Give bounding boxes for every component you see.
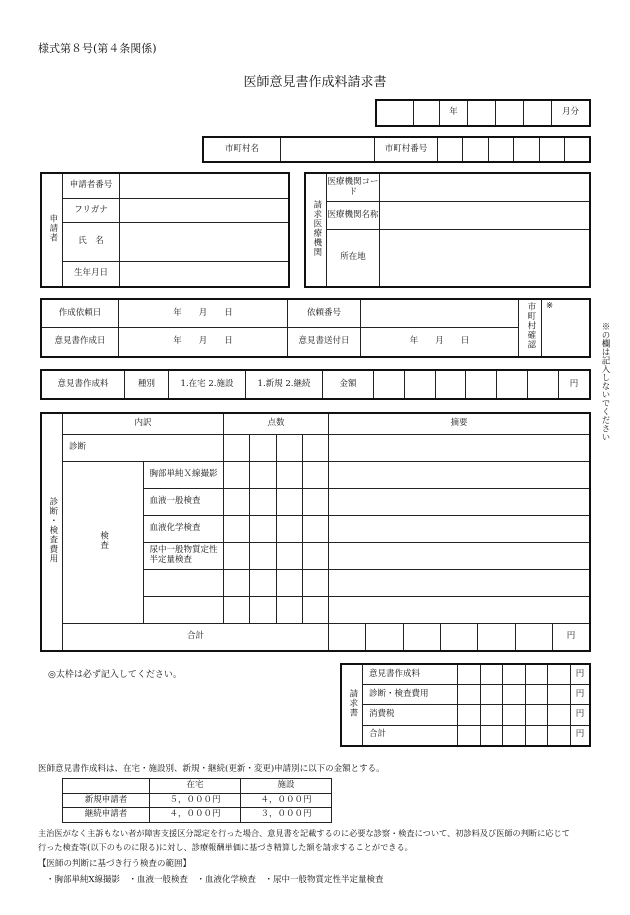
fee-amount-digit[interactable]	[404, 370, 435, 399]
invoice-digit[interactable]	[480, 685, 503, 705]
invoice-row-label: 消費税	[363, 705, 458, 725]
dates-table	[40, 298, 591, 358]
test-item-blank[interactable]	[143, 569, 224, 596]
fee-rate-value: ４，０００円	[241, 793, 332, 808]
furigana-label: フリガナ	[63, 198, 120, 222]
invoice-row-label: 診断・検査費用	[363, 685, 458, 705]
sent-date-label: 意見書送付日	[288, 328, 361, 357]
summary-cell[interactable]	[329, 434, 591, 461]
fee-rate-header: 在宅	[150, 779, 241, 794]
points-cell[interactable]	[276, 488, 302, 515]
points-cell[interactable]	[302, 488, 328, 515]
points-cell[interactable]	[250, 434, 276, 461]
points-cell[interactable]	[250, 569, 276, 596]
fee-kind-options[interactable]: 1.新規 2.継続	[246, 370, 323, 399]
invoice-yen: 円	[571, 664, 591, 685]
fee-amount-digit[interactable]	[466, 370, 497, 399]
note-mark: ※	[546, 301, 554, 311]
test-item: 血液一般検査	[143, 488, 224, 515]
fee-rate-header: 施設	[241, 779, 332, 794]
created-date-label: 意見書作成日	[41, 328, 119, 357]
created-date-field[interactable]: 年 月 日	[119, 328, 288, 357]
points-cell[interactable]	[250, 515, 276, 542]
col-breakdown: 内訳	[63, 413, 224, 434]
fee-amount-digit[interactable]	[497, 370, 528, 399]
fee-rate-row-label: 新規申請者	[63, 793, 150, 808]
test-item: 血液化学検査	[143, 515, 224, 542]
fee-rate-value: ４，０００円	[150, 808, 241, 823]
footer-note-1: 主治医がなく主訴もない者が障害支援区分認定を行った場合、意見書を記載するのに必要な診察・検査について、初診料及び医師の判断に応じて	[38, 828, 570, 838]
points-cell[interactable]	[224, 515, 250, 542]
institution-code-label: 医療機関コード	[327, 173, 380, 202]
points-cell[interactable]	[302, 569, 328, 596]
summary-cell[interactable]	[329, 569, 591, 596]
fee-amount-digit[interactable]	[528, 370, 559, 399]
fee-amount-digit[interactable]	[435, 370, 466, 399]
exam-section-label: 診断・検査費用	[41, 413, 63, 651]
points-cell[interactable]	[250, 461, 276, 488]
year-digit-2[interactable]	[414, 100, 440, 126]
exam-table	[40, 412, 591, 652]
municipality-confirm-field	[542, 299, 591, 357]
fee-rate-table	[62, 778, 332, 823]
municipality-no-digit[interactable]	[514, 137, 539, 162]
invoice-yen: 円	[571, 725, 591, 746]
institution-name-field[interactable]	[380, 202, 591, 230]
applicant-number-label: 申請者番号	[63, 173, 120, 198]
page-title: 医師意見書作成料請求書	[243, 75, 387, 90]
municipality-no-digit[interactable]	[463, 137, 488, 162]
points-cell[interactable]	[224, 434, 250, 461]
sent-date-field[interactable]: 年 月 日	[361, 328, 519, 357]
points-cell[interactable]	[276, 542, 302, 569]
invoice-digit[interactable]	[480, 705, 503, 725]
exam-total-digit[interactable]	[403, 623, 440, 651]
municipality-no-digit[interactable]	[565, 137, 590, 162]
fee-type-options[interactable]: 1.在宅 2.施設	[169, 370, 246, 399]
year-label: 年	[440, 100, 468, 126]
points-cell[interactable]	[224, 461, 250, 488]
summary-cell[interactable]	[329, 515, 591, 542]
municipality-no-digit[interactable]	[539, 137, 564, 162]
points-cell[interactable]	[250, 596, 276, 623]
summary-cell[interactable]	[329, 542, 591, 569]
municipality-no-digit[interactable]	[438, 137, 463, 162]
invoice-digit[interactable]	[480, 664, 503, 685]
points-cell[interactable]	[224, 542, 250, 569]
col-summary: 摘要	[329, 413, 591, 434]
invoice-table	[340, 663, 591, 747]
month-label: 月分	[552, 100, 591, 126]
scope-title: 【医師の判断に基づき行う検査の範囲】	[38, 859, 192, 869]
points-cell[interactable]	[224, 488, 250, 515]
fee-amount-digit[interactable]	[374, 370, 405, 399]
footer-note-2: 行った検査等(以下のものに限る)に対し、診療報酬単価に基づき精算した額を請求することができる。	[38, 842, 413, 852]
invoice-digit[interactable]	[503, 685, 526, 705]
exam-total-digit[interactable]	[366, 623, 403, 651]
institution-table	[304, 172, 591, 288]
institution-code-field[interactable]	[380, 173, 591, 202]
points-cell[interactable]	[224, 596, 250, 623]
exam-total-digit[interactable]	[441, 623, 478, 651]
applicant-section-label: 申請者	[41, 173, 63, 287]
points-cell[interactable]	[250, 542, 276, 569]
request-no-label: 依頼番号	[288, 299, 361, 328]
name-field[interactable]	[120, 223, 290, 262]
fee-type-label: 種別	[125, 370, 169, 399]
period-table	[375, 99, 591, 127]
fee-rule-text: 医師意見書作成料は、在宅・施設別、新規・継続(更新・変更)申請別に以下の金額とする。	[38, 764, 385, 774]
invoice-digit[interactable]	[480, 725, 503, 746]
municipality-no-digit[interactable]	[488, 137, 513, 162]
year-blank[interactable]	[468, 100, 496, 126]
invoice-digit[interactable]	[548, 705, 571, 725]
summary-cell[interactable]	[329, 596, 591, 623]
invoice-digit[interactable]	[458, 664, 481, 685]
side-note: ※の欄は記入しないでください	[600, 322, 610, 441]
invoice-digit[interactable]	[503, 705, 526, 725]
invoice-row-label: 意見書作成料	[363, 664, 458, 685]
applicant-table	[40, 172, 290, 288]
institution-name-label: 医療機関名称	[327, 202, 380, 230]
fee-rate-value: ５，０００円	[150, 793, 241, 808]
invoice-digit[interactable]	[525, 725, 548, 746]
invoice-digit[interactable]	[548, 685, 571, 705]
points-cell[interactable]	[302, 515, 328, 542]
invoice-digit[interactable]	[525, 705, 548, 725]
fee-yen: 円	[559, 370, 591, 399]
year-digit-1[interactable]	[376, 100, 414, 126]
fee-label: 意見書作成料	[41, 370, 125, 399]
address-field[interactable]	[380, 230, 591, 288]
invoice-digit[interactable]	[458, 725, 481, 746]
invoice-section-label: 請求書	[341, 664, 363, 746]
invoice-digit[interactable]	[548, 725, 571, 746]
points-cell[interactable]	[224, 569, 250, 596]
municipality-name-label: 市町村名	[203, 137, 281, 162]
diagnosis-label: 診断	[63, 434, 224, 461]
exam-total-digit[interactable]	[515, 623, 552, 651]
points-cell[interactable]	[276, 434, 302, 461]
invoice-yen: 円	[571, 685, 591, 705]
address-label: 所在地	[327, 230, 380, 288]
exam-total-digit[interactable]	[478, 623, 515, 651]
request-date-field[interactable]: 年 月 日	[119, 299, 288, 328]
month-digit-2[interactable]	[524, 100, 552, 126]
birthdate-label: 生年月日	[63, 262, 120, 287]
request-no-field[interactable]	[361, 299, 519, 328]
test-item: 尿中一般物質定性半定量検査	[143, 542, 224, 569]
request-date-label: 作成依頼日	[41, 299, 119, 328]
exam-total-yen: 円	[553, 623, 590, 651]
summary-cell[interactable]	[329, 461, 591, 488]
test-group-label: 検査	[63, 461, 144, 623]
test-item: 胸部単純Ｘ線撮影	[143, 461, 224, 488]
invoice-digit[interactable]	[548, 664, 571, 685]
applicant-number-field[interactable]	[120, 173, 290, 198]
municipality-confirm-label: 市町村確認	[519, 299, 542, 357]
points-cell[interactable]	[276, 596, 302, 623]
invoice-digit[interactable]	[503, 725, 526, 746]
birthdate-field[interactable]	[120, 262, 290, 287]
fee-table	[40, 369, 591, 400]
exam-total-blank	[329, 623, 366, 651]
invoice-digit[interactable]	[458, 705, 481, 725]
invoice-yen: 円	[571, 705, 591, 725]
fee-amount-label: 金額	[323, 370, 374, 399]
invoice-digit[interactable]	[525, 664, 548, 685]
col-points: 点数	[224, 413, 329, 434]
points-cell[interactable]	[250, 488, 276, 515]
municipality-table	[202, 136, 591, 163]
exam-total-label: 合計	[63, 623, 329, 651]
month-digit-1[interactable]	[496, 100, 524, 126]
fee-rate-value: ３，０００円	[241, 808, 332, 823]
points-cell[interactable]	[302, 461, 328, 488]
points-cell[interactable]	[302, 542, 328, 569]
points-cell[interactable]	[276, 569, 302, 596]
fee-rate-corner	[63, 779, 150, 794]
points-cell[interactable]	[302, 596, 328, 623]
furigana-field[interactable]	[120, 198, 290, 222]
points-cell[interactable]	[276, 461, 302, 488]
points-cell[interactable]	[276, 515, 302, 542]
points-cell[interactable]	[302, 434, 328, 461]
fee-rate-row-label: 継続申請者	[63, 808, 150, 823]
invoice-digit[interactable]	[503, 664, 526, 685]
required-note: ◎太枠は必ず記入してください。	[48, 670, 182, 680]
institution-section-label: 請求医療機関	[305, 173, 327, 287]
municipality-name-field[interactable]	[281, 137, 375, 162]
form-number: 様式第８号(第４条関係)	[38, 42, 157, 55]
municipality-no-label: 市町村番号	[375, 137, 438, 162]
invoice-row-label: 合計	[363, 725, 458, 746]
scope-items: ・胸部単純X線撮影 ・血液一般検査 ・血液化学検査 ・尿中一般物質定性半定量検査	[46, 875, 384, 885]
test-item-blank[interactable]	[143, 596, 224, 623]
invoice-digit[interactable]	[525, 685, 548, 705]
invoice-digit[interactable]	[458, 685, 481, 705]
name-label: 氏 名	[63, 223, 120, 262]
summary-cell[interactable]	[329, 488, 591, 515]
